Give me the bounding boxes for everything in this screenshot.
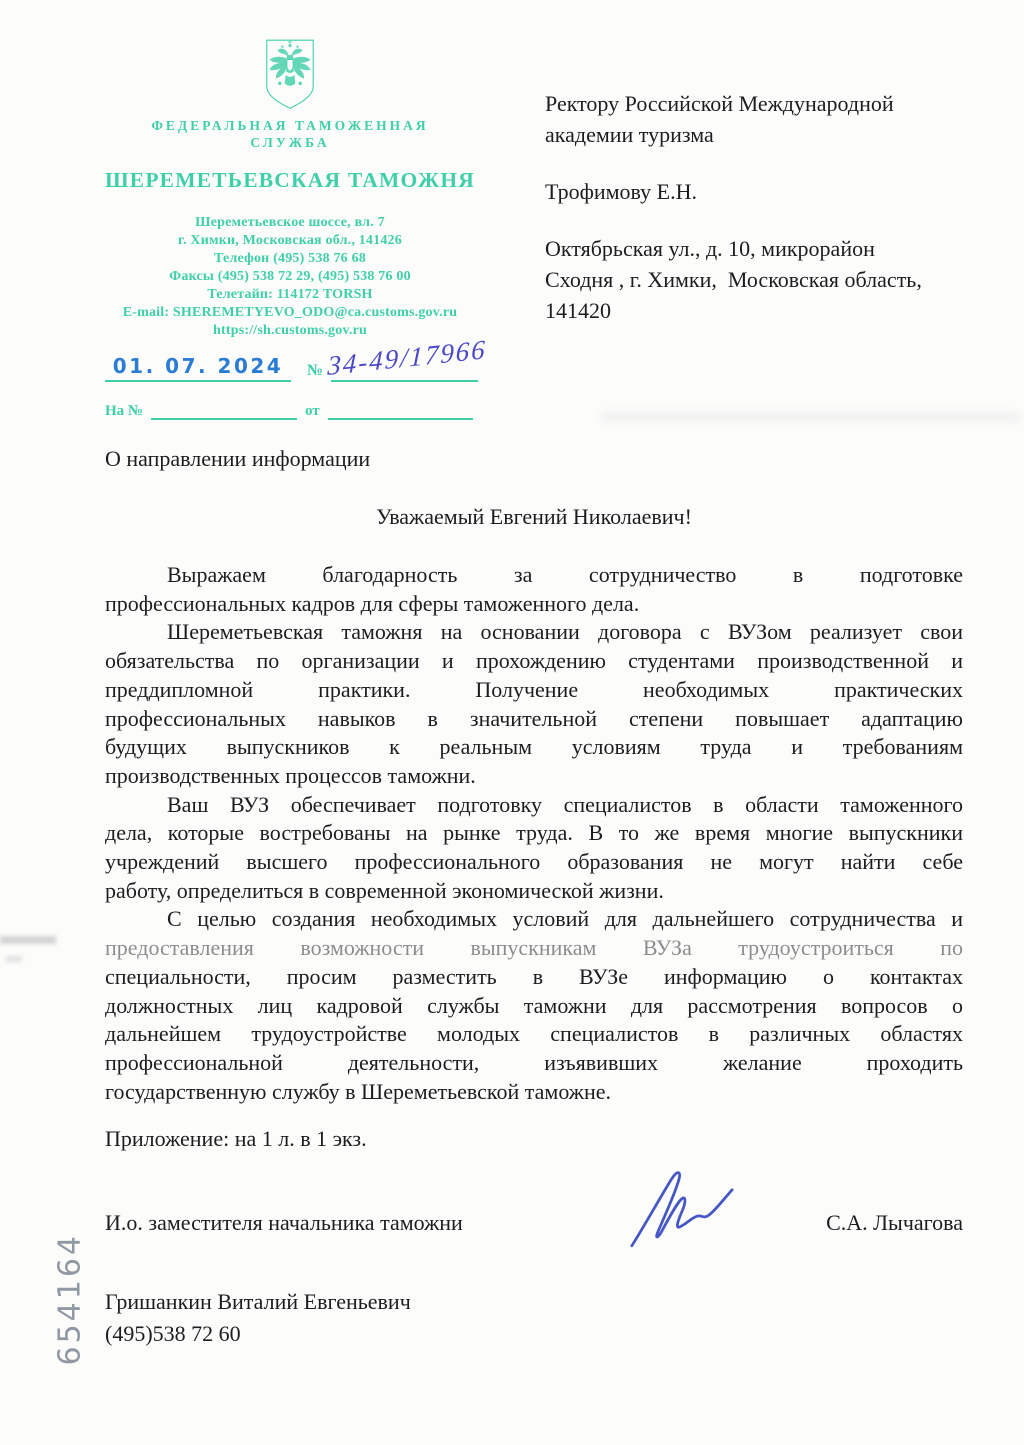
recipient-line: Октябрьская ул., д. 10, микрорайон <box>545 236 875 261</box>
subject-line: О направлении информации <box>105 446 371 471</box>
reply-number-label: На № <box>105 403 143 419</box>
signer-position: И.о. заместителя начальника таможни <box>105 1210 463 1235</box>
body-line: производственных процессов таможни. <box>105 762 476 788</box>
date-field <box>105 354 291 382</box>
recipient-line: Сходня , г. Химки, Московская область, <box>545 267 922 292</box>
letterhead-address-line: Шереметьевское шоссе, вл. 7 <box>195 215 385 230</box>
body-line: Выражаем благодарность за сотрудничество в подготовке <box>167 562 963 587</box>
body-paragraph <box>105 561 963 618</box>
reply-date-label: от <box>305 403 320 419</box>
body-line: С целью создания необходимых условий для дальнейшего сотрудничества и <box>167 906 963 932</box>
body-paragraph <box>105 905 963 1106</box>
outgoing-number-field <box>327 333 488 382</box>
recipient-line: Ректору Российской Международной <box>545 91 894 116</box>
letterhead-address-line: г. Химки, Московская обл., 141426 <box>178 233 402 248</box>
scan-smudge <box>0 936 56 944</box>
recipient-block <box>545 88 975 326</box>
doc-registration-number-vertical: 654164 <box>52 1232 88 1366</box>
contact-block <box>105 1286 411 1349</box>
recipient-line: 141420 <box>545 298 611 323</box>
letter-body <box>105 561 963 1106</box>
parent-org-line: СЛУЖБА <box>250 135 330 150</box>
body-line: обязательства по организации и прохождению студентами производственной и <box>105 648 963 674</box>
body-line: профессиональных кадров для сферы таможенного дела. <box>105 590 640 616</box>
attachment-note: Приложение: на 1 л. в 1 экз. <box>105 1126 367 1151</box>
letterhead-address-line: https://sh.customs.gov.ru <box>213 323 367 338</box>
org-name: ШЕРЕМЕТЬЕВСКАЯ ТАМОЖНЯ <box>104 168 476 192</box>
date-stamp: 01. 07. 2024 <box>112 354 284 378</box>
body-line: Шереметьевская таможня на основании договора с ВУЗом реализует свои <box>167 619 963 645</box>
body-line: предоставления возможности выпускникам ВУЗа трудоустроиться по <box>105 935 963 961</box>
reply-date-field <box>328 418 473 420</box>
letterhead-address-line: Факсы (495) 538 72 29, (495) 538 76 00 <box>169 269 411 284</box>
body-line: профессиональных навыков в значительной степени повышает адаптацию <box>105 705 963 731</box>
body-line: должностных лиц кадровой службы таможни для рассмотрения вопросов о <box>105 992 963 1018</box>
contact-person: Гришанкин Виталий Евгеньевич <box>105 1289 411 1314</box>
body-paragraph <box>105 618 963 790</box>
salutation: Уважаемый Евгений Николаевич! <box>376 504 692 529</box>
body-line: учреждений высшего профессионального образования не могут найти себе <box>105 849 963 875</box>
body-line: дальнейшем трудоустройстве молодых специалистов в различных областях <box>105 1021 963 1047</box>
body-line: работу, определиться в современной экономической жизни. <box>105 877 664 903</box>
body-paragraph <box>105 791 963 906</box>
recipient-line: Трофимову Е.Н. <box>545 179 698 204</box>
body-line: дела, которые востребованы на рынке труда. В то же время многие выпускники <box>105 820 963 846</box>
scan-smudge <box>600 412 1020 422</box>
recipient-line <box>545 207 975 233</box>
reference-block <box>105 333 505 420</box>
russia-coat-of-arms-icon <box>263 38 317 111</box>
letterhead-address <box>60 214 520 340</box>
body-line: специальности, просим разместить в ВУЗе информацию о контактах <box>105 963 963 989</box>
letterhead-address-line: Телетайп: 114172 TORSH <box>207 287 373 302</box>
reply-reference-row <box>105 398 505 420</box>
body-line: профессиональной деятельности, изъявивших желание проходить <box>105 1049 963 1075</box>
date-number-row <box>105 333 505 382</box>
body-line: Ваш ВУЗ обеспечивает подготовку специалистов в области таможенного <box>167 791 963 817</box>
signature-row <box>105 1210 963 1236</box>
recipient-line: академии туризма <box>545 122 714 147</box>
parent-org-line: ФЕДЕРАЛЬНАЯ ТАМОЖЕННАЯ <box>151 118 429 133</box>
outgoing-number-handwritten: 34-49/17966 <box>327 333 488 381</box>
body-line: государственную службу в Шереметьевской таможне. <box>105 1078 612 1104</box>
letterhead-address-line: Телефон (495) 538 76 68 <box>214 251 366 266</box>
recipient-line <box>545 150 975 176</box>
scan-smudge <box>6 956 22 962</box>
body-line: преддипломной практики. Получение необходимых практических <box>105 676 963 702</box>
letterhead-address-line: E-mail: SHEREMETYEVO_ODO@ca.customs.gov.ru <box>122 305 458 320</box>
signature-ink-icon <box>622 1158 740 1254</box>
reply-number-field <box>151 418 297 420</box>
signer-name: С.А. Лычагова <box>826 1210 963 1235</box>
contact-phone: (495)538 72 60 <box>105 1320 241 1346</box>
number-label: № <box>307 362 324 379</box>
letterhead <box>60 38 520 340</box>
parent-org-name <box>60 117 520 151</box>
body-line: будущих выпускников к реальным условиям труда и требованиям <box>105 734 963 760</box>
